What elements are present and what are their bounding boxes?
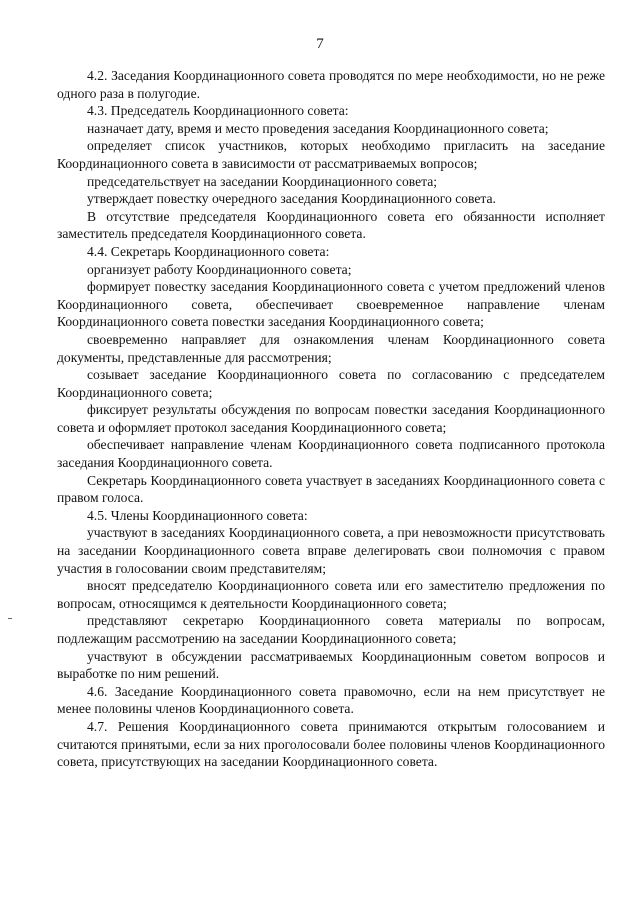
paragraph: вносят председателю Координационного совета или его заместителю предложения по вопросам, относящимся к деятельности Координационного совета; (57, 578, 605, 611)
paragraph: председательствует на заседании Координационного совета; (87, 173, 438, 189)
paragraph: Секретарь Координационного совета участвует в заседаниях Координационного совета с правом голоса. (57, 472, 605, 506)
paragraph: организует работу Координационного совета; (87, 261, 352, 277)
paragraph: утверждает повестку очередного заседания Координационного совета. (87, 191, 496, 207)
heading-4-5: 4.5. Члены Координационного совета: (87, 507, 308, 523)
paragraph-4-7: 4.7. Решения Координационного совета принимаются открытым голосованием и считаются принятыми, если за них проголосовали более половины членов Координационного совета, присутствующих на заседании Координационного совета. (57, 718, 605, 770)
paragraph: формирует повестку заседания Координационного совета с учетом предложений членов Координационного совета, обеспечивает своевременное направление членам Координационного совета повестки заседания Координационного совета; (57, 279, 605, 330)
paragraph-4-6: 4.6. Заседание Координационного совета правомочно, если на нем присутствует не менее половины членов Координационного совета. (57, 683, 605, 717)
paragraph: обеспечивает направление членам Координационного совета подписанного протокола заседания Координационного совета. (57, 437, 605, 471)
heading-4-4: 4.4. Секретарь Координационного совета: (87, 243, 330, 259)
paragraph: созывает заседание Координационного совета по согласованию с председателем Координационного совета; (57, 367, 605, 400)
paragraph: своевременно направляет для ознакомления членам Координационного совета документы, представленные для рассмотрения; (57, 331, 605, 365)
paragraph: участвуют в обсуждении рассматриваемых Координационным советом вопросов и выработке по ним решений. (57, 648, 605, 682)
document-body (57, 67, 605, 771)
paragraph: определяет список участников, которых необходимо пригласить на заседание Координационного совета в зависимости от рассматриваемых вопросов; (57, 138, 605, 171)
paragraph: фиксирует результаты обсуждения по вопросам повестки заседания Координационного совета и оформляет протокол заседания Координационного совета; (57, 402, 605, 435)
paragraph: назначает дату, время и место проведения заседания Координационного совета; (87, 120, 549, 136)
margin-mark (8, 618, 12, 619)
paragraph: представляют секретарю Координационного совета материалы по вопросам, подлежащим рассмотрению на заседании Координационного совета; (57, 613, 605, 646)
paragraph: В отсутствие председателя Координационного совета его обязанности исполняет заместитель председателя Координационного совета. (57, 208, 605, 242)
paragraph-4-2: 4.2. Заседания Координационного совета проводятся по мере необходимости, но не реже одного раза в полугодие. (57, 68, 605, 101)
heading-4-3: 4.3. Председатель Координационного совета: (87, 103, 349, 119)
page-number: 7 (316, 36, 324, 52)
paragraph: участвуют в заседаниях Координационного совета, а при невозможности присутствовать на заседании Координационного совета вправе делегировать свои полномочия с правом участия в голосовании своим представителям; (57, 525, 605, 576)
